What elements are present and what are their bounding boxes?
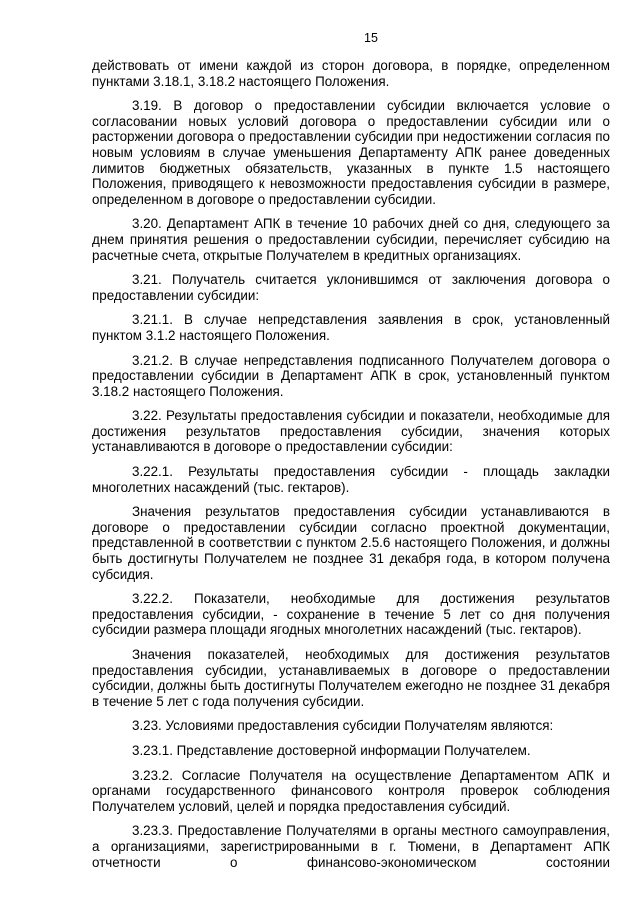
paragraph-3-22-2: 3.22.2. Показатели, необходимые для достижения результатов предоставления субсидии, - сохранение в течение 5 лет со дня получения субсидии размера площади ягодных многолетних насаждений (тыс. гектаров). xyxy=(92,591,610,638)
paragraph-3-22-2-values: Значения показателей, необходимых для достижения результатов предоставления субсидии, устанавливаемых в договоре о предоставлении субсидии, должны быть достигнуты Получателем ежегодно не позднее 31 декабря в течение 5 лет с года получения субсидии. xyxy=(92,647,610,709)
paragraph-3-22-1-values: Значения результатов предоставления субсидии устанавливаются в договоре о предоставлении субсидии согласно проектной документации, представленной в соответствии с пунктом 2.5.6 настоящего Положения, и должны быть достигнуты Получателем не позднее 31 декабря года, в котором получена субсидия. xyxy=(92,504,610,582)
paragraph-3-21: 3.21. Получатель считается уклонившимся от заключения договора о предоставлении субсидии: xyxy=(92,272,610,303)
paragraph-3-23-2: 3.23.2. Согласие Получателя на осуществление Департаментом АПК и органами государственного финансового контроля проверок соблюдения Получателем условий, целей и порядка предоставления субсидий. xyxy=(92,767,610,814)
paragraph-3-23-1: 3.23.1. Представление достоверной информации Получателем. xyxy=(132,742,531,758)
paragraph-3-20: 3.20. Департамент АПК в течение 10 рабочих дней со дня, следующего за днем принятия решения о предоставлении субсидии, перечисляет субсидию на расчетные счета, открытые Получателем в кредитных организациях. xyxy=(92,216,610,263)
paragraph-3-22: 3.22. Результаты предоставления субсидии и показатели, необходимые для достижения результатов предоставления субсидии, значения которых устанавливаются в договоре о предоставлении субсидии: xyxy=(92,408,610,455)
paragraph-3-21-2: 3.21.2. В случае непредставления подписанного Получателем договора о предоставлении субсидии в Департамент АПК в срок, установленный пунктом 3.18.2 настоящего Положения. xyxy=(92,352,610,399)
paragraph-3-22-1: 3.22.1. Результаты предоставления субсидии - площадь закладки многолетних насаждений (тыс. гектаров). xyxy=(92,464,610,495)
paragraph-3-23: 3.23. Условиями предоставления субсидии Получателям являются: xyxy=(132,718,554,734)
paragraph-3-19: 3.19. В договор о предоставлении субсидии включается условие о согласовании новых условий договора о предоставлении субсидии или о расторжении договора о предоставлении субсидии при недостижении согласия по новым условиям в случае уменьшения Департаменту АПК ранее доведенных лимитов бюджетных обязательств, указанных в пункте 1.5 настоящего Положения, приводящего к невозможности предоставления субсидии в размере, определенном в договоре о предоставлении субсидии. xyxy=(92,98,610,207)
page-number: 15 xyxy=(364,31,378,45)
paragraph-continuation: действовать от имени каждой из сторон договора, в порядке, определенном пунктами 3.18.1, 3.18.2 настоящего Положения. xyxy=(92,58,610,89)
paragraph-3-23-3: 3.23.3. Предоставление Получателями в органы местного самоуправления, а организациями, зарегистрированными в г. Тюмени, в Департамент АПК отчетности о финансово-экономическом состоянии xyxy=(92,823,610,870)
paragraph-3-21-1: 3.21.1. В случае непредставления заявления в срок, установленный пунктом 3.1.2 настоящего Положения. xyxy=(92,312,610,343)
